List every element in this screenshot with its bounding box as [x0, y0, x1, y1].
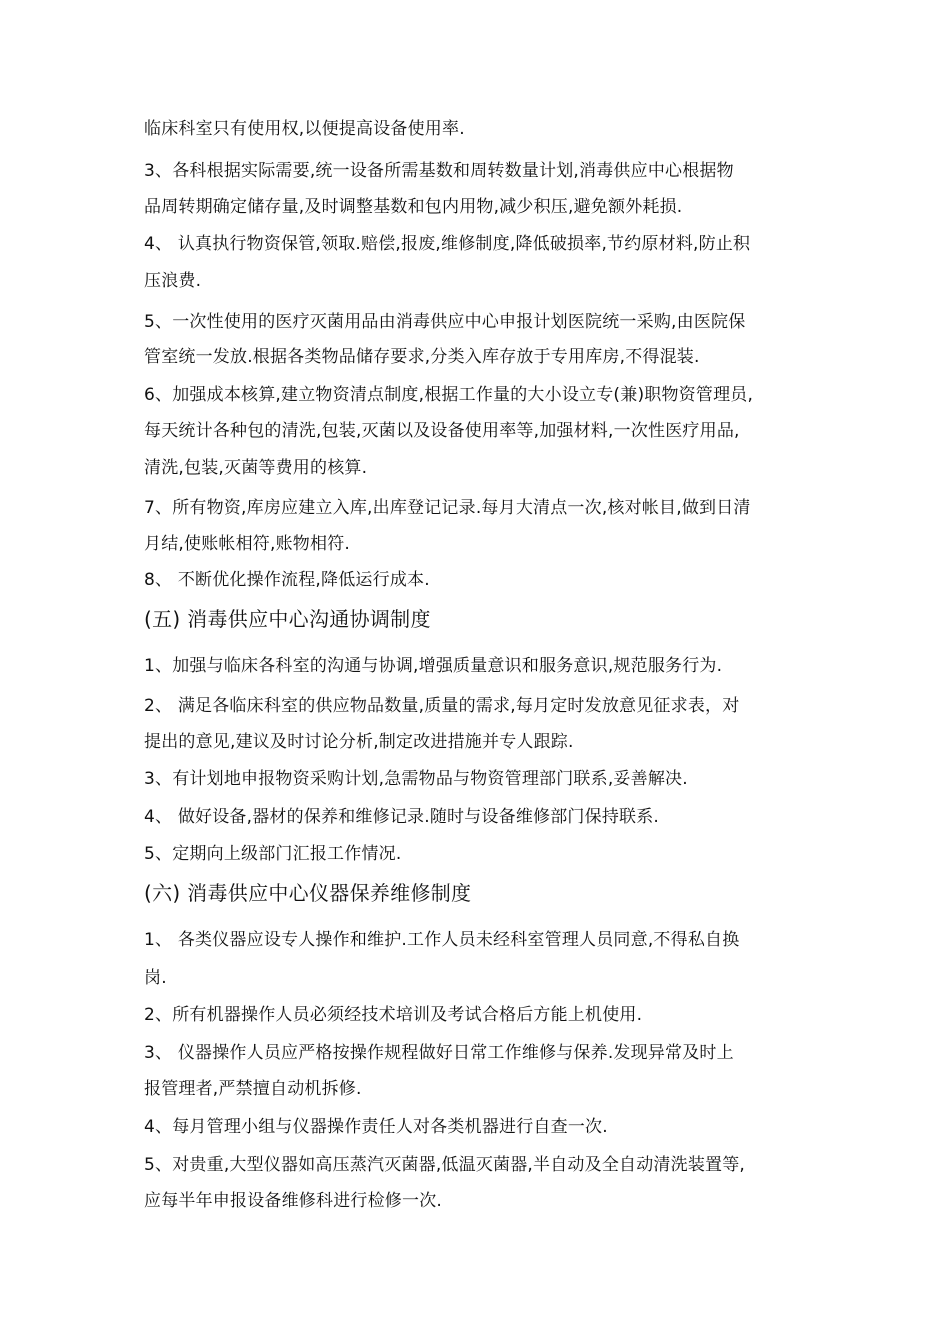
text-line: 2、 满足各临床科室的供应物品数量,质量的需求,每月定时发放意见征求表，对 — [144, 696, 740, 716]
text-line: 管室统一发放.根据各类物品储存要求,分类入库存放于专用库房,不得混装. — [144, 347, 700, 367]
text-line: 岗. — [144, 968, 167, 988]
text-line: 提出的意见,建议及时讨论分析,制定改进措施并专人跟踪. — [144, 732, 574, 752]
text-line: 清洗,包装,灭菌等费用的核算. — [144, 458, 368, 478]
text-line: 1、 各类仪器应设专人操作和维护.工作人员未经科室管理人员同意,不得私自换 — [144, 930, 740, 950]
section-heading: (五) 消毒供应中心沟通协调制度 — [144, 607, 431, 631]
text-line: 临床科室只有使用权,以便提高设备使用率. — [144, 119, 465, 139]
text-line: 5、定期向上级部门汇报工作情况. — [144, 844, 402, 864]
text-line: 压浪费. — [144, 271, 202, 291]
text-line: 4、 做好设备,器材的保养和维修记录.随时与设备维修部门保持联系. — [144, 807, 660, 827]
section-heading: (六) 消毒供应中心仪器保养维修制度 — [144, 881, 472, 905]
text-line: 6、加强成本核算,建立物资清点制度,根据工作量的大小设立专(兼)职物资管理员, — [144, 385, 754, 405]
text-line: 8、 不断优化操作流程,降低运行成本. — [144, 570, 430, 590]
text-line: 月结,使账帐相符,账物相符. — [144, 534, 351, 554]
text-line: 报管理者,严禁擅自动机拆修. — [144, 1079, 362, 1099]
text-line: 5、对贵重,大型仪器如高压蒸汽灭菌器,低温灭菌器,半自动及全自动清洗装置等, — [144, 1155, 746, 1175]
text-line: 4、 认真执行物资保管,领取.赔偿,报废,维修制度,降低破损率,节约原材料,防止积 — [144, 234, 751, 254]
text-line: 7、所有物资,库房应建立入库,出库登记记录.每月大清点一次,核对帐目,做到日清 — [144, 498, 751, 518]
text-line: 5、一次性使用的医疗灭菌用品由消毒供应中心申报计划医院统一采购,由医院保 — [144, 312, 746, 332]
text-line: 3、各科根据实际需要,统一设备所需基数和周转数量计划,消毒供应中心根据物 — [144, 161, 734, 181]
text-line: 1、加强与临床各科室的沟通与协调,增强质量意识和服务意识,规范服务行为. — [144, 656, 723, 676]
text-line: 每天统计各种包的清洗,包装,灭菌以及设备使用率等,加强材料,一次性医疗用品, — [144, 421, 740, 441]
text-line: 3、有计划地申报物资采购计划,急需物品与物资管理部门联系,妥善解决. — [144, 769, 688, 789]
text-line: 应每半年申报设备维修科进行检修一次. — [144, 1191, 443, 1211]
text-line: 2、所有机器操作人员必须经技术培训及考试合格后方能上机使用. — [144, 1005, 643, 1025]
text-line: 品周转期确定储存量,及时调整基数和包内用物,减少积压,避免额外耗损. — [144, 197, 683, 217]
text-line: 3、 仪器操作人员应严格按操作规程做好日常工作维修与保养.发现异常及时上 — [144, 1043, 734, 1063]
text-line: 4、每月管理小组与仪器操作责任人对各类机器进行自查一次. — [144, 1117, 608, 1137]
